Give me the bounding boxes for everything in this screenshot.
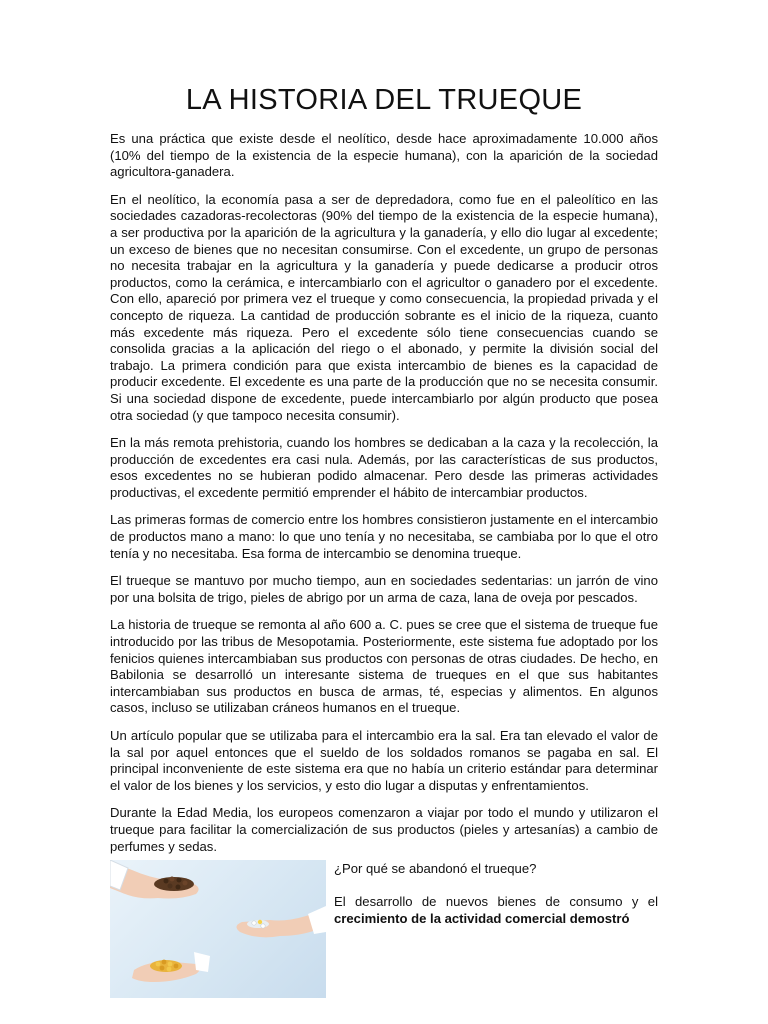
side-answer-bold: crecimiento de la actividad comercial demostró	[334, 911, 630, 926]
hands-illustration	[110, 860, 326, 998]
side-text-column	[334, 860, 658, 938]
hand-with-beans	[110, 860, 199, 899]
side-answer	[334, 893, 658, 927]
paragraph-5: El trueque se mantuvo por mucho tiempo, aun en sociedades sedentarias: un jarrón de vino por una bolsita de trigo, pieles de abrigo por un arma de caza, lana de oveja por pescados.	[110, 573, 658, 605]
paragraph-6: La historia de trueque se remonta al año 600 a. C. pues se cree que el sistema de trueque fue introducido por las tribus de Mesopotamia. Posteriormente, este sistema fue adoptado por los fenicios quienes intercambiaban sus productos con personas de otras ciudades. De hecho, en Babilonia se desarrolló un interesante sistema de trueques en el que sus habitantes intercambiaban sus productos en busca de armas, té, especias y alimentos. En algunos casos, incluso se utilizaban cráneos humanos en el trueque.	[110, 617, 658, 716]
paragraph-1: Es una práctica que existe desde el neolítico, desde hace aproximadamente 10.000 años (10% del tiempo de la existencia de la especie humana), con la aparición de la sociedad agricultora-ganadera.	[110, 131, 658, 180]
hand-with-pills	[236, 906, 326, 937]
paragraph-2: En el neolítico, la economía pasa a ser de depredadora, como fue en el paleolítico en las sociedades cazadoras-recolectoras (90% del tiempo de la existencia de la especie humana), a ser productiva por la aparición de la agricultura y la ganadería, y ello dio lugar al excedente; un exceso de bienes que no necesitan consumirse. Con el excedente, un grupo de personas no necesita trabajar en la agricultura y la ganadería y puede dedicarse a producir otros productos, como la cerámica, e intercambiarlo con el agricultor o ganadero por el excedente. Con ello, apareció por primera vez el trueque y como consecuencia, la propiedad privada y el concepto de riqueza. La cantidad de producción sobrante es el inicio de la riqueza, cuanto más excedente más riqueza. Pero el excedente sólo tiene consecuencias cuando se consolida gracias a la aplicación del riego o el abonado, y permite la división social del trabajo. La primera condición para que exista intercambio de bienes es la capacidad de producir excedente. El excedente es una parte de la producción que no se necesita consumir. Si una sociedad dispone de excedente, puede intercambiarlo por algún producto que posea otra sociedad (y que tampoco necesita consumir).	[110, 191, 658, 423]
hands-exchanging-goods-image	[110, 860, 326, 998]
page-title: LA HISTORIA DEL TRUEQUE	[185, 84, 583, 116]
article-body	[110, 131, 658, 866]
paragraph-4: Las primeras formas de comercio entre los hombres consistieron justamente en el intercambio de productos mano a mano: lo que uno tenía y no necesitaba, se cambiaba por lo que el otro tenía y no necesitaba. Esa forma de intercambio se denomina trueque.	[110, 512, 658, 561]
paragraph-8: Durante la Edad Media, los europeos comenzaron a viajar por todo el mundo y utilizaron el trueque para facilitar la comercialización de sus productos (pieles y artesanías) a cambio de perfumes y sedas.	[110, 805, 658, 854]
side-answer-text: El desarrollo de nuevos bienes de consumo y el	[334, 894, 658, 909]
hand-with-corn	[132, 952, 210, 982]
paragraph-7: Un artículo popular que se utilizaba para el intercambio era la sal. Era tan elevado el valor de la sal por aquel entonces que el sueldo de los soldados romanos se pagaba en sal. El principal inconveniente de este sistema era que no había un criterio estándar para determinar el valor de los bienes y los servicios, y esto dio lugar a disputas y enfrentamientos.	[110, 728, 658, 793]
side-question: ¿Por qué se abandonó el trueque?	[334, 861, 537, 876]
paragraph-3: En la más remota prehistoria, cuando los hombres se dedicaban a la caza y la recolección, la producción de excedentes era casi nula. Además, por las características de sus productos, esos excedentes no se hubieran podido almacenar. Pero desde las primeras actividades productivas, el excedente permitió emprender el hábito de intercambiar productos.	[110, 435, 658, 500]
